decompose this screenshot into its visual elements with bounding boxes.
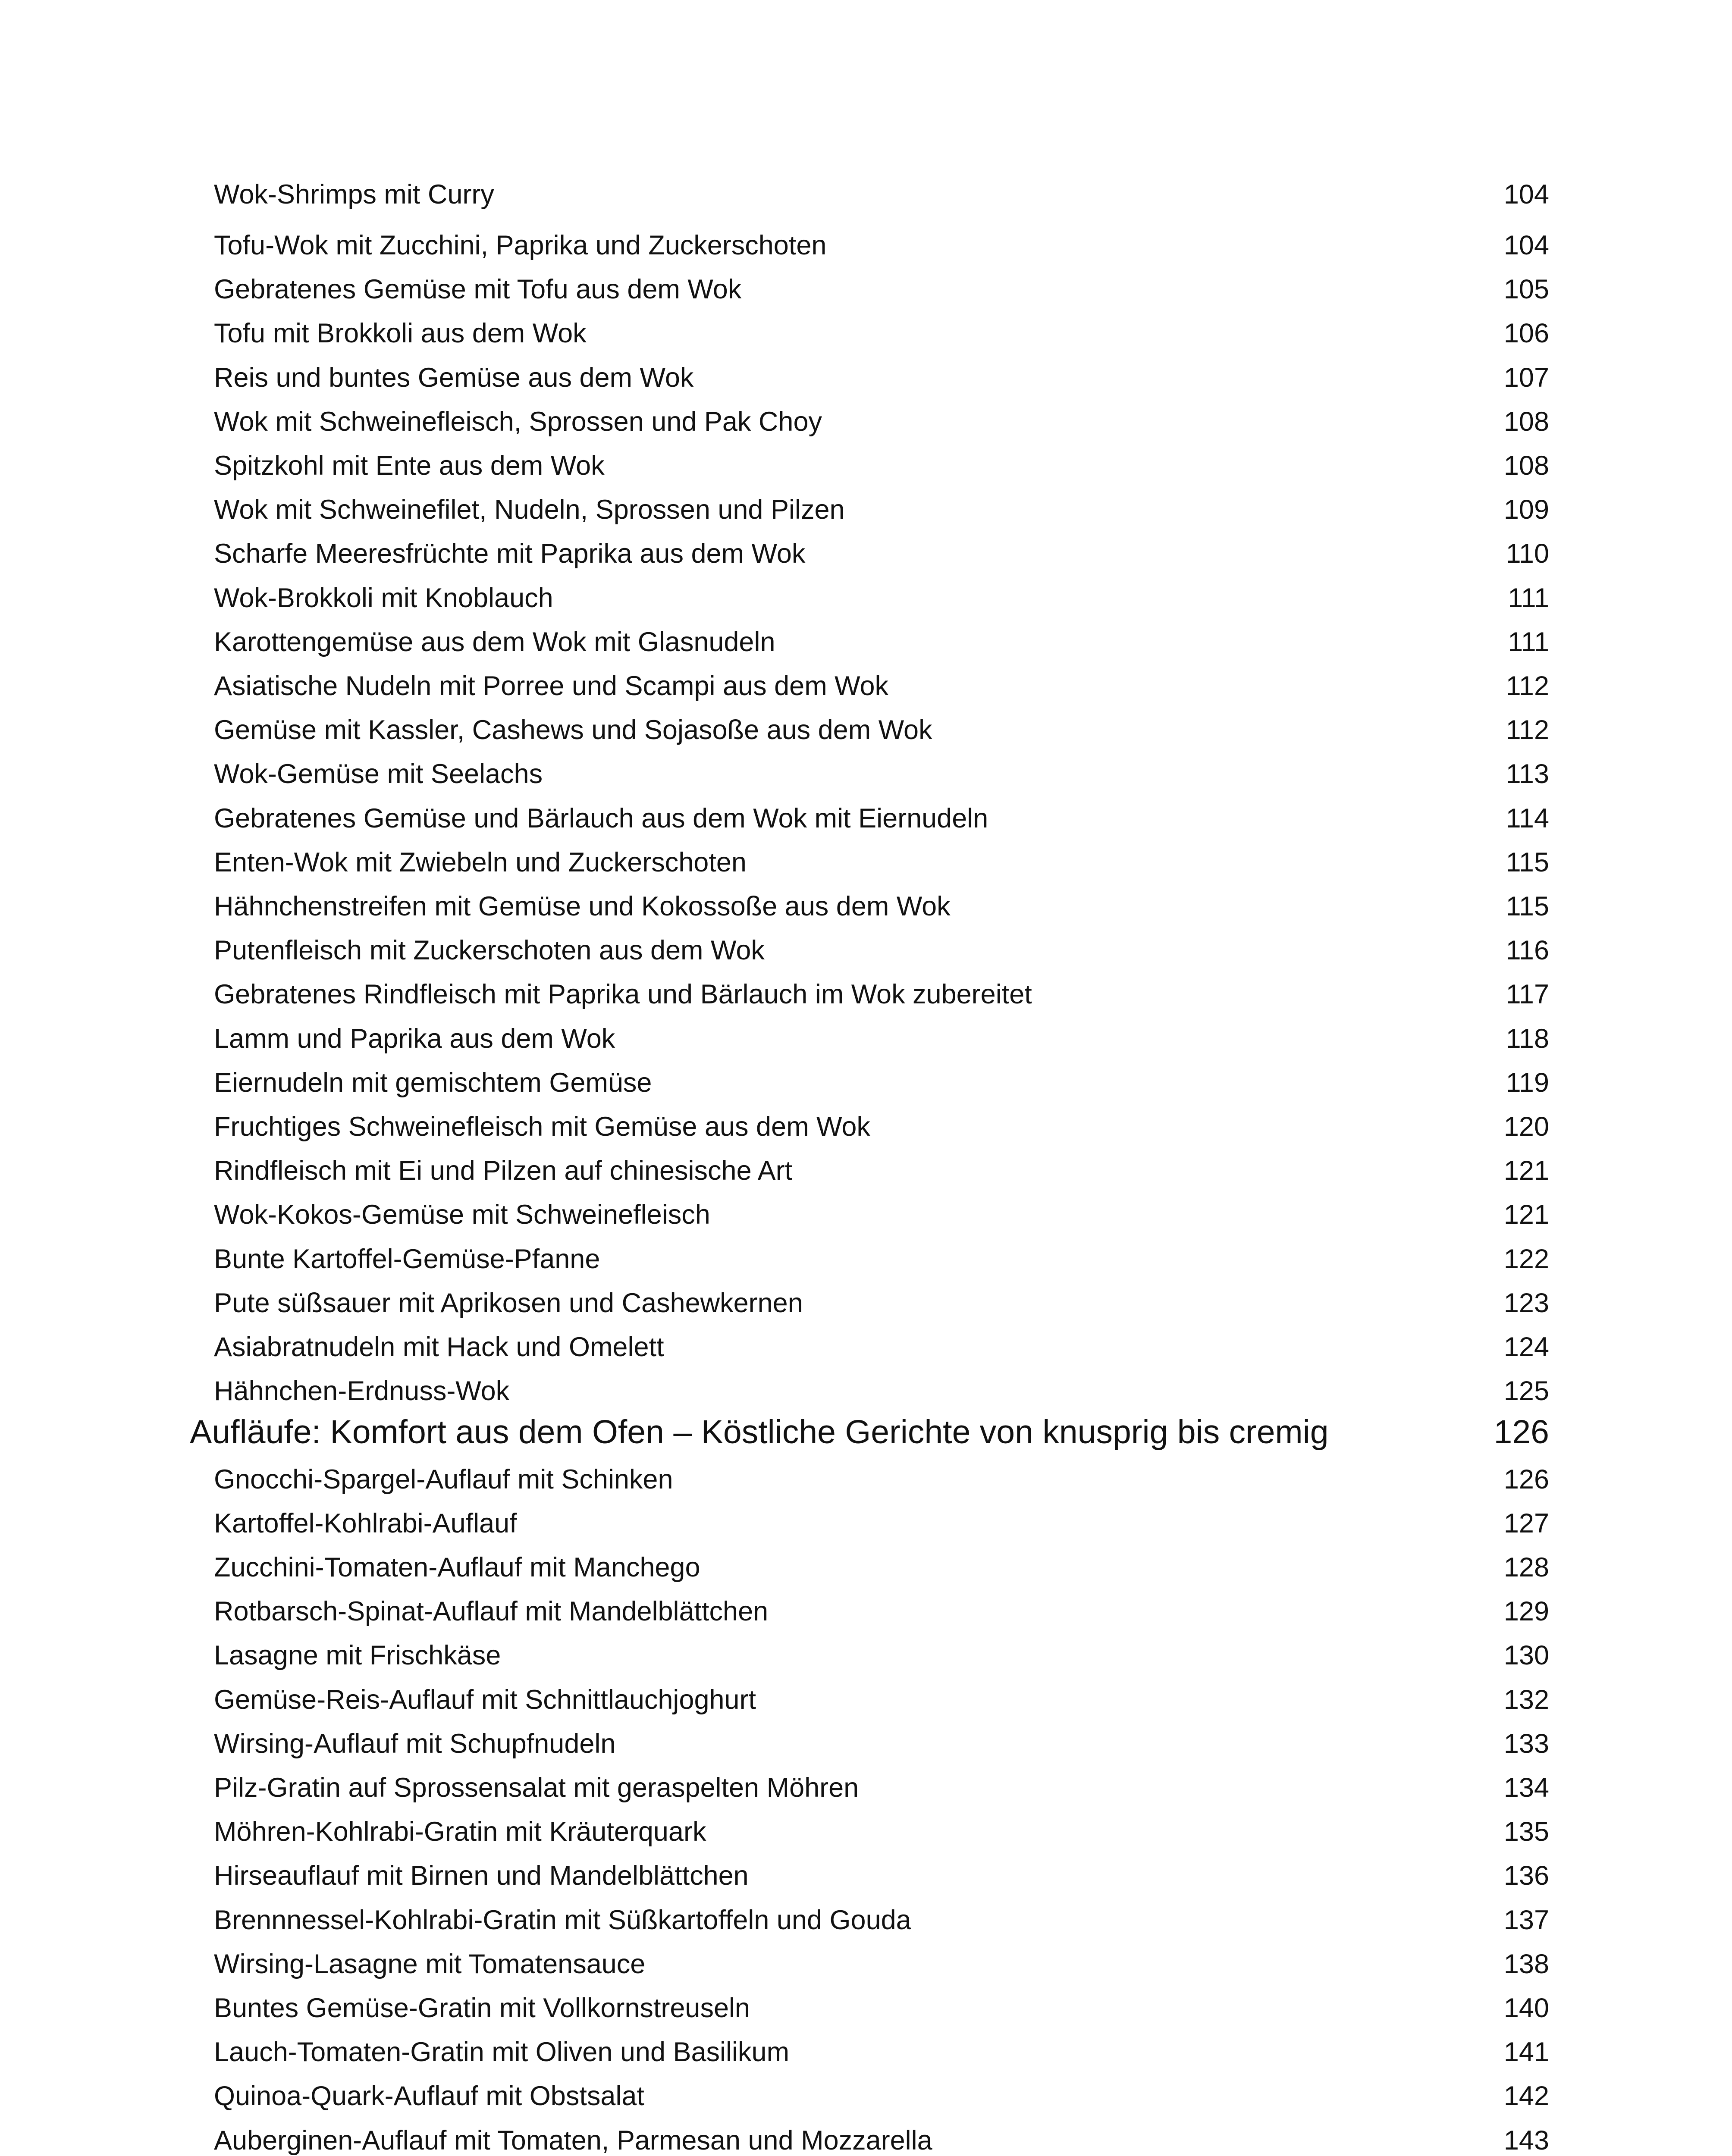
entry-page-number: 135 xyxy=(1503,1817,1549,1847)
entry-title: Pute süßsauer mit Aprikosen und Cashewkernen xyxy=(214,1288,803,1318)
toc-chapter-heading[interactable] xyxy=(190,1413,1549,1451)
entry-title: Lauch-Tomaten-Gratin mit Oliven und Basilikum xyxy=(214,2037,790,2068)
entry-title: Lamm und Paprika aus dem Wok xyxy=(214,1023,615,1054)
entry-title: Spitzkohl mit Ente aus dem Wok xyxy=(214,451,605,481)
entry-title: Putenfleisch mit Zuckerschoten aus dem Wok xyxy=(214,935,765,966)
entry-title: Gebratenes Rindfleisch mit Paprika und Bärlauch im Wok zubereitet xyxy=(214,979,1032,1010)
entry-page-number: 117 xyxy=(1506,979,1549,1010)
entry-title: Asiatische Nudeln mit Porree und Scampi aus dem Wok xyxy=(214,671,889,701)
toc-entry[interactable] xyxy=(214,1951,1549,1978)
entry-title: Gebratenes Gemüse mit Tofu aus dem Wok xyxy=(214,274,742,305)
toc-entry[interactable] xyxy=(214,1598,1549,1625)
toc-entry[interactable] xyxy=(214,2083,1549,2110)
toc-entry[interactable] xyxy=(214,1907,1549,1934)
entry-title: Rindfleisch mit Ei und Pilzen auf chinesische Art xyxy=(214,1156,793,1186)
entry-page-number: 142 xyxy=(1503,2081,1549,2112)
toc-entry[interactable] xyxy=(214,496,1549,523)
toc-entry[interactable] xyxy=(214,1774,1549,1802)
entry-page-number: 115 xyxy=(1506,891,1549,921)
entry-title: Möhren-Kohlrabi-Gratin mit Kräuterquark xyxy=(214,1817,706,1847)
entry-page-number: 108 xyxy=(1503,451,1549,481)
toc-entry[interactable] xyxy=(214,1157,1549,1185)
entry-page-number: 119 xyxy=(1506,1067,1549,1098)
toc-entry[interactable] xyxy=(214,1378,1549,1405)
entry-page-number: 106 xyxy=(1503,318,1549,349)
entry-title: Gnocchi-Spargel-Auflauf mit Schinken xyxy=(214,1464,673,1495)
entry-title: Eiernudeln mit gemischtem Gemüse xyxy=(214,1067,652,1098)
entry-title: Scharfe Meeresfrüchte mit Paprika aus dem Wok xyxy=(214,539,806,569)
entry-title: Wok mit Schweinefilet, Nudeln, Sprossen und Pilzen xyxy=(214,495,845,525)
entry-page-number: 108 xyxy=(1503,406,1549,437)
entry-page-number: 112 xyxy=(1506,671,1549,701)
toc-entry[interactable] xyxy=(214,181,1549,208)
entry-title: Kartoffel-Kohlrabi-Auflauf xyxy=(214,1508,517,1539)
toc-entry[interactable] xyxy=(214,1642,1549,1669)
toc-entry[interactable] xyxy=(214,232,1549,259)
entry-title: Wok-Kokos-Gemüse mit Schweinefleisch xyxy=(214,1200,710,1230)
toc-entry[interactable] xyxy=(214,276,1549,303)
toc-entry[interactable] xyxy=(214,1862,1549,1890)
toc-entry[interactable] xyxy=(214,320,1549,347)
entry-title: Reis und buntes Gemüse aus dem Wok xyxy=(214,362,694,393)
toc-entry[interactable] xyxy=(214,540,1549,567)
entry-page-number: 136 xyxy=(1503,1861,1549,1891)
entry-page-number: 134 xyxy=(1503,1773,1549,1803)
toc-entry[interactable] xyxy=(214,1995,1549,2022)
entry-page-number: 143 xyxy=(1503,2125,1549,2156)
toc-entry[interactable] xyxy=(214,1818,1549,1846)
entry-page-number: 133 xyxy=(1503,1728,1549,1759)
entry-page-number: 126 xyxy=(1503,1464,1549,1495)
entry-page-number: 115 xyxy=(1506,847,1549,877)
toc-entry[interactable] xyxy=(214,761,1549,788)
chapter-page-number: 126 xyxy=(1494,1413,1549,1451)
toc-entry[interactable] xyxy=(214,629,1549,656)
toc-entry[interactable] xyxy=(214,673,1549,700)
entry-title: Wok-Brokkoli mit Knoblauch xyxy=(214,583,553,613)
toc-entry[interactable] xyxy=(214,1069,1549,1097)
entry-title: Brennnessel-Kohlrabi-Gratin mit Süßkartoffeln und Gouda xyxy=(214,1905,911,1935)
toc-entry[interactable] xyxy=(214,1554,1549,1581)
entry-title: Bunte Kartoffel-Gemüse-Pfanne xyxy=(214,1244,600,1274)
toc-entry[interactable] xyxy=(214,849,1549,876)
entry-title: Hähnchenstreifen mit Gemüse und Kokossoße aus dem Wok xyxy=(214,891,951,921)
toc-entry[interactable] xyxy=(214,2127,1549,2154)
entry-title: Gemüse mit Kassler, Cashews und Sojasoße aus dem Wok xyxy=(214,715,932,746)
toc-entry[interactable] xyxy=(214,717,1549,744)
entry-title: Tofu-Wok mit Zucchini, Paprika und Zuckerschoten xyxy=(214,230,827,260)
toc-entry[interactable] xyxy=(214,585,1549,612)
entry-page-number: 113 xyxy=(1506,759,1549,790)
entry-page-number: 104 xyxy=(1503,179,1549,210)
toc-entry[interactable] xyxy=(214,1730,1549,1758)
entry-page-number: 112 xyxy=(1506,715,1549,746)
chapter-title: Aufläufe: Komfort aus dem Ofen – Köstliche Gerichte von knusprig bis cremig xyxy=(190,1413,1329,1451)
entry-page-number: 121 xyxy=(1503,1156,1549,1186)
entry-title: Hirseauflauf mit Birnen und Mandelblättchen xyxy=(214,1861,749,1891)
entry-page-number: 123 xyxy=(1503,1288,1549,1318)
entry-page-number: 121 xyxy=(1503,1200,1549,1230)
entry-title: Wok mit Schweinefleisch, Sprossen und Pak Choy xyxy=(214,406,822,437)
entry-page-number: 125 xyxy=(1503,1376,1549,1407)
toc-entry[interactable] xyxy=(214,1113,1549,1141)
entry-title: Wok-Shrimps mit Curry xyxy=(214,179,494,210)
entry-title: Gemüse-Reis-Auflauf mit Schnittlauchjoghurt xyxy=(214,1684,756,1715)
entry-page-number: 116 xyxy=(1506,935,1549,966)
entry-page-number: 129 xyxy=(1503,1596,1549,1627)
entry-page-number: 118 xyxy=(1506,1023,1549,1054)
toc-entry[interactable] xyxy=(214,1466,1549,1493)
toc-entry[interactable] xyxy=(214,1246,1549,1273)
entry-page-number: 127 xyxy=(1503,1508,1549,1539)
entry-title: Lasagne mit Frischkäse xyxy=(214,1640,501,1671)
entry-page-number: 137 xyxy=(1503,1905,1549,1935)
entry-page-number: 111 xyxy=(1508,627,1549,657)
entry-title: Quinoa-Quark-Auflauf mit Obstsalat xyxy=(214,2081,644,2112)
entry-title: Fruchtiges Schweinefleisch mit Gemüse aus dem Wok xyxy=(214,1112,870,1142)
toc-entry[interactable] xyxy=(214,1510,1549,1537)
entry-title: Wirsing-Lasagne mit Tomatensauce xyxy=(214,1949,646,1979)
toc-entry[interactable] xyxy=(214,1686,1549,1714)
entry-page-number: 130 xyxy=(1503,1640,1549,1671)
toc-entry[interactable] xyxy=(214,1290,1549,1317)
entry-title: Karottengemüse aus dem Wok mit Glasnudeln xyxy=(214,627,775,657)
toc-entry[interactable] xyxy=(214,805,1549,832)
entry-page-number: 120 xyxy=(1503,1112,1549,1142)
toc-entry[interactable] xyxy=(214,364,1549,392)
toc-entry[interactable] xyxy=(214,893,1549,920)
entry-title: Gebratenes Gemüse und Bärlauch aus dem Wok mit Eiernudeln xyxy=(214,803,988,834)
entry-page-number: 141 xyxy=(1503,2037,1549,2068)
toc-entry[interactable] xyxy=(214,2039,1549,2066)
entry-title: Enten-Wok mit Zwiebeln und Zuckerschoten xyxy=(214,847,747,877)
entry-page-number: 104 xyxy=(1503,230,1549,260)
entry-title: Buntes Gemüse-Gratin mit Vollkornstreuseln xyxy=(214,1993,750,2023)
entry-title: Pilz-Gratin auf Sprossensalat mit geraspelten Möhren xyxy=(214,1773,859,1803)
entry-page-number: 132 xyxy=(1503,1684,1549,1715)
entry-title: Hähnchen-Erdnuss-Wok xyxy=(214,1376,510,1407)
toc-entry[interactable] xyxy=(214,1201,1549,1228)
entry-title: Asiabratnudeln mit Hack und Omelett xyxy=(214,1332,664,1362)
toc-entry[interactable] xyxy=(214,937,1549,964)
toc-entry[interactable] xyxy=(214,452,1549,479)
entry-page-number: 107 xyxy=(1503,362,1549,393)
entry-page-number: 122 xyxy=(1503,1244,1549,1274)
toc-entry[interactable] xyxy=(214,981,1549,1008)
entry-title: Wok-Gemüse mit Seelachs xyxy=(214,759,543,790)
entry-page-number: 109 xyxy=(1503,495,1549,525)
toc-entry[interactable] xyxy=(214,1334,1549,1361)
entry-title: Auberginen-Auflauf mit Tomaten, Parmesan und Mozzarella xyxy=(214,2125,932,2156)
entry-page-number: 105 xyxy=(1503,274,1549,305)
entry-title: Tofu mit Brokkoli aus dem Wok xyxy=(214,318,587,349)
entry-title: Rotbarsch-Spinat-Auflauf mit Mandelblättchen xyxy=(214,1596,769,1627)
entry-page-number: 124 xyxy=(1503,1332,1549,1362)
entry-page-number: 128 xyxy=(1503,1552,1549,1583)
entry-page-number: 111 xyxy=(1508,583,1549,613)
entry-page-number: 114 xyxy=(1506,803,1549,834)
toc-entry[interactable] xyxy=(214,408,1549,436)
entry-title: Wirsing-Auflauf mit Schupfnudeln xyxy=(214,1728,616,1759)
toc-entry[interactable] xyxy=(214,1025,1549,1053)
entry-page-number: 138 xyxy=(1503,1949,1549,1979)
entry-page-number: 110 xyxy=(1506,539,1549,569)
entry-page-number: 140 xyxy=(1503,1993,1549,2023)
entry-title: Zucchini-Tomaten-Auflauf mit Manchego xyxy=(214,1552,700,1583)
